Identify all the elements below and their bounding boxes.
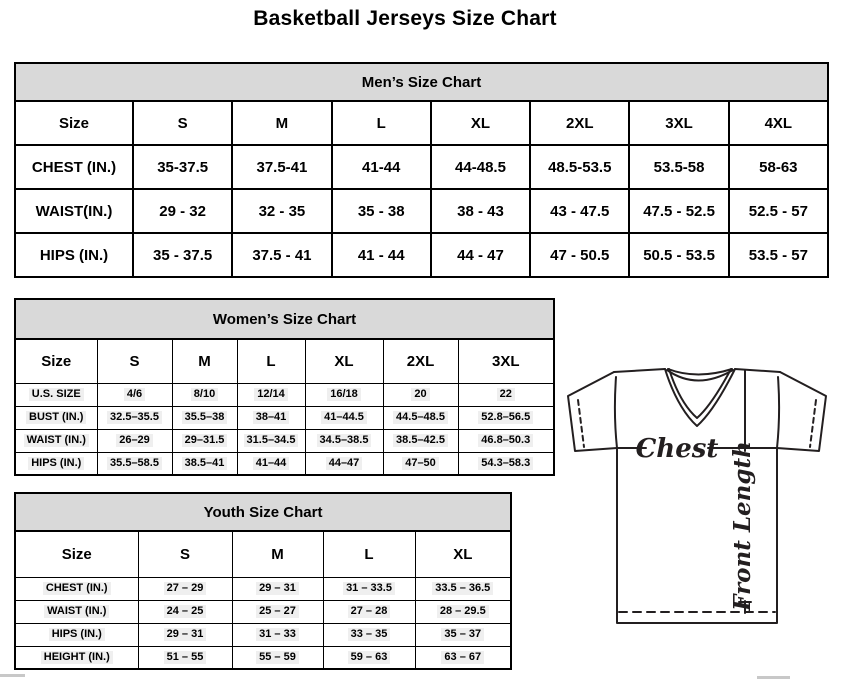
table-cell: 44–47: [305, 452, 383, 475]
table-cell: 53.5 - 57: [729, 233, 828, 277]
table-cell: 12/14: [237, 383, 305, 406]
jersey-measurement-diagram: [558, 363, 843, 643]
table-cell: 38 - 43: [431, 189, 530, 233]
table-cell: 22: [458, 383, 554, 406]
column-header: 2XL: [383, 339, 458, 383]
jersey-seam-left: [615, 377, 617, 448]
row-label: HIPS (IN.): [15, 233, 133, 277]
column-header: Size: [15, 101, 133, 145]
horizontal-scrollbar-fragment-left[interactable]: [0, 674, 25, 677]
table-cell: 38–41: [237, 406, 305, 429]
table-cell: 44.5–48.5: [383, 406, 458, 429]
table-row: [15, 623, 511, 646]
table-cell: 58-63: [729, 145, 828, 189]
womens-table-title: Women’s Size Chart: [15, 299, 554, 339]
row-label: HIPS (IN.): [15, 452, 97, 475]
table-cell: 34.5–38.5: [305, 429, 383, 452]
jersey-cuff-stitch-left: [578, 400, 584, 447]
table-cell: 41-44: [332, 145, 431, 189]
row-label: WAIST(IN.): [15, 189, 133, 233]
youth-size-table: [14, 492, 512, 670]
front-length-label: Front Length: [729, 441, 756, 611]
table-cell: 48.5-53.5: [530, 145, 629, 189]
table-cell: 32 - 35: [232, 189, 331, 233]
jersey-cuff-stitch-right: [810, 400, 816, 447]
table-cell: 52.5 - 57: [729, 189, 828, 233]
table-cell: 37.5-41: [232, 145, 331, 189]
column-header: XL: [305, 339, 383, 383]
table-cell: 26–29: [97, 429, 172, 452]
table-cell: 35.5–38: [172, 406, 237, 429]
mens-table-title: Men’s Size Chart: [15, 63, 828, 101]
table-cell: 47 - 50.5: [530, 233, 629, 277]
jersey-collar-outer: [665, 369, 735, 426]
table-cell: 41–44.5: [305, 406, 383, 429]
table-cell: 16/18: [305, 383, 383, 406]
table-cell: 52.8–56.5: [458, 406, 554, 429]
jersey-seam-right: [777, 377, 779, 448]
table-cell: 50.5 - 53.5: [629, 233, 728, 277]
table-cell: 47.5 - 52.5: [629, 189, 728, 233]
table-cell: 24 – 25: [138, 600, 232, 623]
table-cell: 35.5–58.5: [97, 452, 172, 475]
table-cell: 29 - 32: [133, 189, 232, 233]
mens-size-table: [14, 62, 829, 278]
column-header: 4XL: [729, 101, 828, 145]
table-cell: 32.5–35.5: [97, 406, 172, 429]
table-cell: 4/6: [97, 383, 172, 406]
table-cell: 47–50: [383, 452, 458, 475]
table-row: [15, 383, 554, 406]
column-header: 3XL: [629, 101, 728, 145]
table-cell: 35 - 37.5: [133, 233, 232, 277]
column-header: S: [133, 101, 232, 145]
table-row: [15, 145, 828, 189]
table-cell: 31 – 33.5: [323, 577, 415, 600]
row-label: U.S. SIZE: [15, 383, 97, 406]
row-label: WAIST (IN.): [15, 600, 138, 623]
table-cell: 20: [383, 383, 458, 406]
table-cell: 28 – 29.5: [415, 600, 511, 623]
column-header: Size: [15, 339, 97, 383]
table-cell: 44-48.5: [431, 145, 530, 189]
column-header: 3XL: [458, 339, 554, 383]
table-cell: 46.8–50.3: [458, 429, 554, 452]
table-cell: 35-37.5: [133, 145, 232, 189]
table-row: [15, 600, 511, 623]
column-header: L: [237, 339, 305, 383]
column-header: XL: [431, 101, 530, 145]
table-cell: 59 – 63: [323, 646, 415, 669]
column-header: S: [138, 531, 232, 577]
jersey-collar-back: [667, 369, 733, 381]
table-cell: 44 - 47: [431, 233, 530, 277]
column-header: L: [332, 101, 431, 145]
table-row: [15, 646, 511, 669]
row-label: BUST (IN.): [15, 406, 97, 429]
table-cell: 29 – 31: [232, 577, 323, 600]
table-cell: 31.5–34.5: [237, 429, 305, 452]
column-header: S: [97, 339, 172, 383]
page-title: Basketball Jerseys Size Chart: [253, 7, 557, 30]
table-cell: 54.3–58.3: [458, 452, 554, 475]
table-cell: 31 – 33: [232, 623, 323, 646]
column-header: L: [323, 531, 415, 577]
table-row: [15, 233, 828, 277]
youth-table-title: Youth Size Chart: [15, 493, 511, 531]
table-cell: 35 – 37: [415, 623, 511, 646]
table-cell: 27 – 28: [323, 600, 415, 623]
table-row: [15, 189, 828, 233]
table-cell: 27 – 29: [138, 577, 232, 600]
table-cell: 41–44: [237, 452, 305, 475]
table-cell: 53.5-58: [629, 145, 728, 189]
row-label: CHEST (IN.): [15, 145, 133, 189]
table-cell: 63 – 67: [415, 646, 511, 669]
table-cell: 8/10: [172, 383, 237, 406]
row-label: WAIST (IN.): [15, 429, 97, 452]
row-label: HIPS (IN.): [15, 623, 138, 646]
table-cell: 29 – 31: [138, 623, 232, 646]
table-cell: 33 – 35: [323, 623, 415, 646]
table-cell: 25 – 27: [232, 600, 323, 623]
row-label: CHEST (IN.): [15, 577, 138, 600]
column-header: M: [172, 339, 237, 383]
column-header: M: [232, 101, 331, 145]
table-cell: 35 - 38: [332, 189, 431, 233]
column-header: 2XL: [530, 101, 629, 145]
table-row: [15, 577, 511, 600]
column-header: M: [232, 531, 323, 577]
table-cell: 38.5–41: [172, 452, 237, 475]
jersey-shoulder-lines: [614, 369, 780, 372]
chest-label: Chest: [635, 434, 719, 464]
table-cell: 37.5 - 41: [232, 233, 331, 277]
table-row: [15, 406, 554, 429]
column-header: XL: [415, 531, 511, 577]
table-row: [15, 429, 554, 452]
table-cell: 38.5–42.5: [383, 429, 458, 452]
table-cell: 55 – 59: [232, 646, 323, 669]
jersey-outline: [568, 372, 826, 623]
womens-size-table: [14, 298, 555, 476]
table-cell: 41 - 44: [332, 233, 431, 277]
table-cell: 33.5 – 36.5: [415, 577, 511, 600]
column-header: Size: [15, 531, 138, 577]
table-row: [15, 452, 554, 475]
table-cell: 51 – 55: [138, 646, 232, 669]
table-cell: 29–31.5: [172, 429, 237, 452]
row-label: HEIGHT (IN.): [15, 646, 138, 669]
table-cell: 43 - 47.5: [530, 189, 629, 233]
